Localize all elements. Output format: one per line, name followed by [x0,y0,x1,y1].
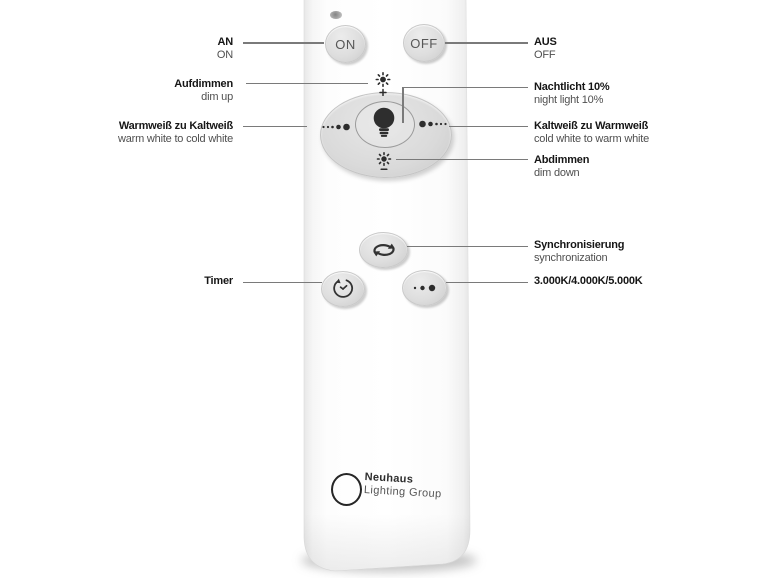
callout-line-kaltweiss [449,126,528,128]
callout-nachtlicht [534,81,609,107]
callout-kaltweiss [534,120,649,146]
callout-an-en: ON [216,49,233,61]
callout-abdimmen [534,154,589,180]
off-button[interactable] [403,24,445,62]
on-button[interactable] [325,25,366,63]
callout-warmweiss-en: warm white to cold white [117,133,233,145]
callout-timer-de: Timer [204,275,233,287]
brand-name: Neuhaus [364,471,414,486]
callout-line-nachtlicht-v [402,87,404,123]
callout-nachtlicht-en: night light 10% [534,94,604,106]
callout-sync-de: Synchronisierung [534,239,625,251]
callout-nachtlicht-de: Nachtlicht 10% [534,81,610,93]
dots-increasing-icon[interactable] [321,122,351,132]
callout-aus-de: AUS [534,36,557,48]
callout-kaltweiss-de: Kaltweiß zu Warmweiß [534,120,649,132]
brand-logo [364,471,443,500]
sync-arrows-icon [372,242,396,258]
callout-warmweiss-de: Warmweiß zu Kaltweiß [118,120,233,132]
callout-sync [534,239,624,265]
callout-line-timer [243,282,322,284]
callout-line-warmweiss [243,126,307,128]
callout-abdimmen-en: dim down [534,167,580,179]
callout-line-kelvin [446,282,528,284]
callout-line-abdimmen [396,159,528,161]
callout-warmweiss [118,120,233,146]
brightness-up-icon[interactable] [375,72,391,96]
callout-line-sync [407,246,528,248]
callout-kelvin-de: 3.000K/4.000K/5.000K [534,275,643,287]
kelvin-select-button[interactable] [402,270,447,306]
callout-line-aufdimmen [246,83,368,85]
callout-aufdimmen-de: Aufdimmen [174,78,233,90]
callout-abdimmen-de: Abdimmen [534,154,590,166]
brightness-down-icon[interactable] [376,152,392,172]
dots-decreasing-icon[interactable] [418,119,448,129]
circle-logo-icon [331,473,362,506]
callout-an-de: AN [217,36,233,48]
three-dots-icon [412,283,438,293]
brand-subtitle: Lighting Group [363,483,442,501]
callout-an [217,36,233,62]
timer-clock-icon [332,278,354,300]
callout-kelvin [534,275,643,288]
sync-button[interactable] [359,232,408,268]
callout-kaltweiss-en: cold white to warm white [534,133,650,145]
on-button-label: ON [335,36,356,52]
bulb-icon[interactable] [371,104,397,138]
callout-aus [534,36,557,62]
callout-line-an [243,42,324,44]
callout-line-aus [445,42,528,44]
callout-aufdimmen-en: dim up [201,91,233,103]
callout-aus-en: OFF [534,49,556,61]
status-led [330,11,342,19]
timer-button[interactable] [321,271,365,307]
callout-sync-en: synchronization [534,252,608,264]
callout-timer [204,275,233,288]
callout-line-nachtlicht-h [402,87,528,89]
off-button-label: OFF [410,35,438,51]
callout-aufdimmen [174,78,233,104]
